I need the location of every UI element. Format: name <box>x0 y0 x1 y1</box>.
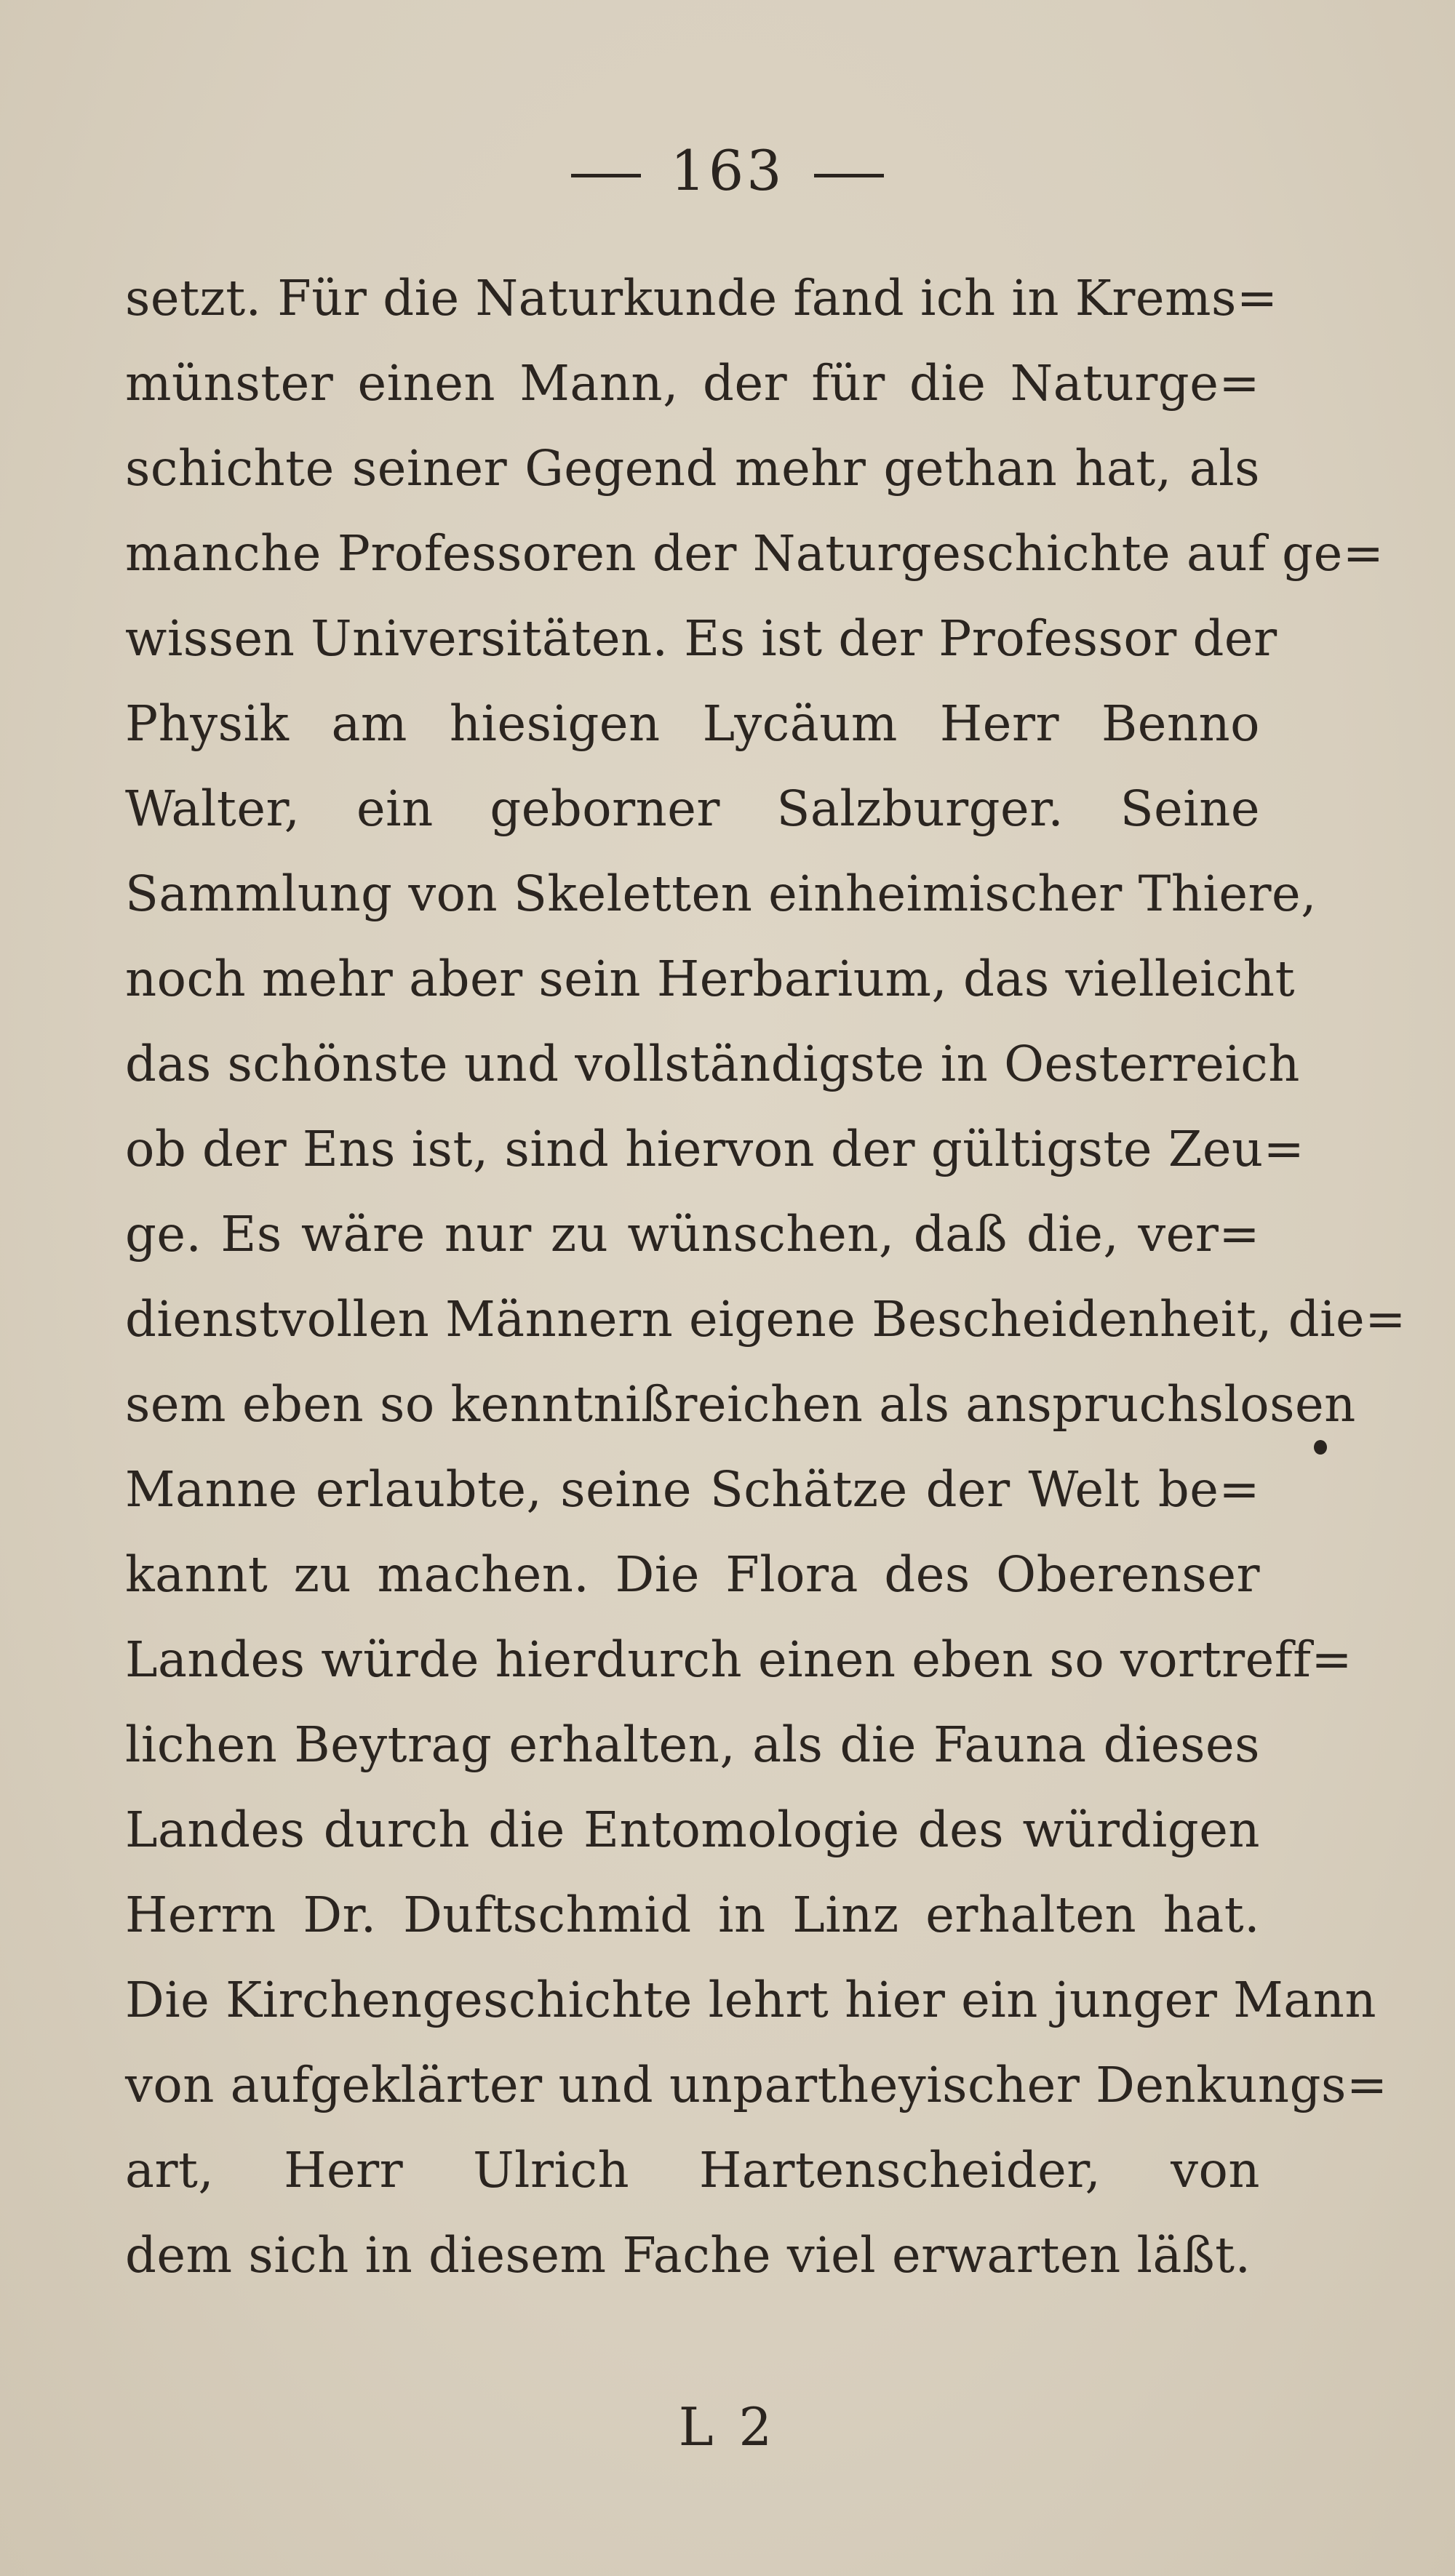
text-line: das schönste und vollständigste in Oesterreich <box>125 1036 1300 1092</box>
text-line: setzt. Für die Naturkunde fand ich in Krems= <box>125 270 1278 327</box>
signature-mark: L 2 <box>678 2396 777 2457</box>
text-line: Manne erlaubte, seine Schätze der Welt be= <box>125 1461 1260 1518</box>
text-line: Physik am hiesigen Lycäum Herr Benno <box>125 695 1260 752</box>
header-dash-left <box>571 174 641 177</box>
text-line: Landes durch die Entomologie des würdigen <box>125 1801 1260 1858</box>
text-line: ob der Ens ist, sind hiervon der gültigste Zeu= <box>125 1121 1305 1177</box>
text-line: Sammlung von Skeletten einheimischer Thiere, <box>125 865 1317 922</box>
text-line: kannt zu machen. Die Flora des Oberenser <box>125 1546 1260 1603</box>
text-line: dienstvollen Männern eigene Bescheidenheit, die= <box>125 1291 1406 1348</box>
text-line: Herrn Dr. Duftschmid in Linz erhalten hat. <box>125 1887 1260 1943</box>
text-line: sem eben so kenntnißreichen als anspruchslosen <box>125 1376 1356 1433</box>
text-line: noch mehr aber sein Herbarium, das vielleicht <box>125 951 1295 1007</box>
text-line: art, Herr Ulrich Hartenscheider, von <box>125 2142 1260 2199</box>
text-line: schichte seiner Gegend mehr gethan hat, als <box>125 440 1260 497</box>
text-line: Die Kirchengeschichte lehrt hier ein junger Mann <box>125 1972 1377 2028</box>
body-text <box>125 256 1406 2298</box>
text-line: dem sich in diesem Fache viel erwarten läßt. <box>125 2227 1251 2284</box>
text-line: ge. Es wäre nur zu wünschen, daß die, ver= <box>125 1206 1260 1263</box>
text-line: von aufgeklärter und unpartheyischer Denkungs= <box>125 2057 1388 2113</box>
text-line: Walter, ein geborner Salzburger. Seine <box>125 780 1260 837</box>
text-line: manche Professoren der Naturgeschichte auf ge= <box>125 525 1384 582</box>
text-line: lichen Beytrag erhalten, als die Fauna dieses <box>125 1716 1260 1773</box>
page-number: 163 <box>670 138 785 203</box>
text-line: Landes würde hierdurch einen eben so vortreff= <box>125 1631 1353 1688</box>
page-header <box>0 138 1455 203</box>
ink-speck <box>1314 1440 1327 1455</box>
text-line: wissen Universitäten. Es ist der Professor der <box>125 610 1277 667</box>
text-line: münster einen Mann, der für die Naturge= <box>125 355 1260 412</box>
header-dash-right <box>814 174 884 177</box>
